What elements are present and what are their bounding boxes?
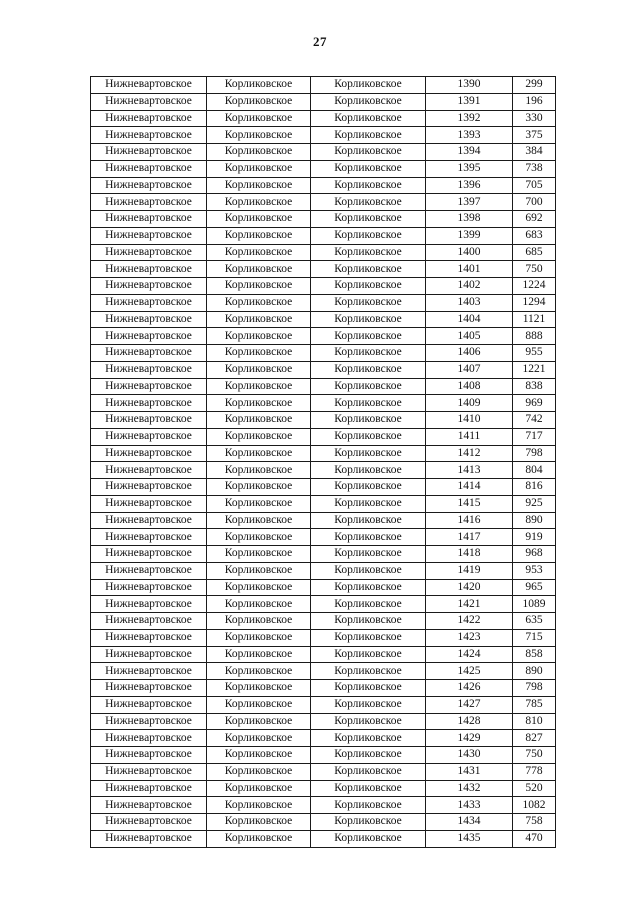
district-cell: Нижневартовское bbox=[91, 529, 207, 546]
deposit-cell: Корликовское bbox=[311, 579, 426, 596]
field-cell: Корликовское bbox=[207, 244, 311, 261]
field-cell: Корликовское bbox=[207, 395, 311, 412]
district-cell: Нижневартовское bbox=[91, 361, 207, 378]
table-row bbox=[91, 77, 556, 94]
district-cell: Нижневартовское bbox=[91, 663, 207, 680]
number-cell: 1417 bbox=[426, 529, 513, 546]
district-cell: Нижневартовское bbox=[91, 797, 207, 814]
district-cell: Нижневартовское bbox=[91, 696, 207, 713]
value-cell: 685 bbox=[513, 244, 556, 261]
deposit-cell: Корликовское bbox=[311, 780, 426, 797]
deposit-cell: Корликовское bbox=[311, 529, 426, 546]
table-row bbox=[91, 730, 556, 747]
value-cell: 925 bbox=[513, 495, 556, 512]
field-cell: Корликовское bbox=[207, 211, 311, 228]
number-cell: 1399 bbox=[426, 227, 513, 244]
district-cell: Нижневартовское bbox=[91, 428, 207, 445]
registry-table-body bbox=[91, 77, 556, 848]
field-cell: Корликовское bbox=[207, 93, 311, 110]
value-cell: 375 bbox=[513, 127, 556, 144]
district-cell: Нижневартовское bbox=[91, 194, 207, 211]
table-row bbox=[91, 596, 556, 613]
deposit-cell: Корликовское bbox=[311, 696, 426, 713]
field-cell: Корликовское bbox=[207, 479, 311, 496]
district-cell: Нижневартовское bbox=[91, 747, 207, 764]
deposit-cell: Корликовское bbox=[311, 261, 426, 278]
table-row bbox=[91, 244, 556, 261]
field-cell: Корликовское bbox=[207, 830, 311, 847]
field-cell: Корликовское bbox=[207, 445, 311, 462]
district-cell: Нижневартовское bbox=[91, 780, 207, 797]
value-cell: 968 bbox=[513, 546, 556, 563]
page-number: 27 bbox=[313, 34, 327, 49]
field-cell: Корликовское bbox=[207, 294, 311, 311]
number-cell: 1409 bbox=[426, 395, 513, 412]
number-cell: 1400 bbox=[426, 244, 513, 261]
table-row bbox=[91, 495, 556, 512]
value-cell: 750 bbox=[513, 261, 556, 278]
deposit-cell: Корликовское bbox=[311, 462, 426, 479]
field-cell: Корликовское bbox=[207, 646, 311, 663]
number-cell: 1424 bbox=[426, 646, 513, 663]
district-cell: Нижневартовское bbox=[91, 830, 207, 847]
table-row bbox=[91, 110, 556, 127]
number-cell: 1391 bbox=[426, 93, 513, 110]
value-cell: 683 bbox=[513, 227, 556, 244]
number-cell: 1397 bbox=[426, 194, 513, 211]
field-cell: Корликовское bbox=[207, 462, 311, 479]
table-row bbox=[91, 462, 556, 479]
value-cell: 798 bbox=[513, 445, 556, 462]
field-cell: Корликовское bbox=[207, 680, 311, 697]
value-cell: 804 bbox=[513, 462, 556, 479]
value-cell: 635 bbox=[513, 613, 556, 630]
table-row bbox=[91, 629, 556, 646]
district-cell: Нижневартовское bbox=[91, 629, 207, 646]
value-cell: 520 bbox=[513, 780, 556, 797]
field-cell: Корликовское bbox=[207, 278, 311, 295]
district-cell: Нижневартовское bbox=[91, 345, 207, 362]
field-cell: Корликовское bbox=[207, 529, 311, 546]
value-cell: 700 bbox=[513, 194, 556, 211]
deposit-cell: Корликовское bbox=[311, 445, 426, 462]
number-cell: 1420 bbox=[426, 579, 513, 596]
table-row bbox=[91, 613, 556, 630]
deposit-cell: Корликовское bbox=[311, 144, 426, 161]
table-row bbox=[91, 747, 556, 764]
field-cell: Корликовское bbox=[207, 747, 311, 764]
field-cell: Корликовское bbox=[207, 579, 311, 596]
number-cell: 1402 bbox=[426, 278, 513, 295]
deposit-cell: Корликовское bbox=[311, 512, 426, 529]
deposit-cell: Корликовское bbox=[311, 562, 426, 579]
number-cell: 1406 bbox=[426, 345, 513, 362]
number-cell: 1394 bbox=[426, 144, 513, 161]
district-cell: Нижневартовское bbox=[91, 646, 207, 663]
number-cell: 1429 bbox=[426, 730, 513, 747]
number-cell: 1419 bbox=[426, 562, 513, 579]
value-cell: 888 bbox=[513, 328, 556, 345]
number-cell: 1405 bbox=[426, 328, 513, 345]
deposit-cell: Корликовское bbox=[311, 546, 426, 563]
number-cell: 1395 bbox=[426, 160, 513, 177]
district-cell: Нижневартовское bbox=[91, 713, 207, 730]
table-row bbox=[91, 663, 556, 680]
district-cell: Нижневартовское bbox=[91, 730, 207, 747]
number-cell: 1390 bbox=[426, 77, 513, 94]
table-row bbox=[91, 93, 556, 110]
value-cell: 750 bbox=[513, 747, 556, 764]
value-cell: 827 bbox=[513, 730, 556, 747]
district-cell: Нижневартовское bbox=[91, 378, 207, 395]
field-cell: Корликовское bbox=[207, 144, 311, 161]
field-cell: Корликовское bbox=[207, 345, 311, 362]
deposit-cell: Корликовское bbox=[311, 713, 426, 730]
number-cell: 1428 bbox=[426, 713, 513, 730]
number-cell: 1404 bbox=[426, 311, 513, 328]
table-row bbox=[91, 763, 556, 780]
table-row bbox=[91, 713, 556, 730]
field-cell: Корликовское bbox=[207, 412, 311, 429]
number-cell: 1411 bbox=[426, 428, 513, 445]
field-cell: Корликовское bbox=[207, 797, 311, 814]
deposit-cell: Корликовское bbox=[311, 361, 426, 378]
deposit-cell: Корликовское bbox=[311, 378, 426, 395]
table-row bbox=[91, 345, 556, 362]
table-row bbox=[91, 261, 556, 278]
value-cell: 969 bbox=[513, 395, 556, 412]
district-cell: Нижневартовское bbox=[91, 814, 207, 831]
deposit-cell: Корликовское bbox=[311, 395, 426, 412]
table-row bbox=[91, 546, 556, 563]
number-cell: 1425 bbox=[426, 663, 513, 680]
number-cell: 1412 bbox=[426, 445, 513, 462]
district-cell: Нижневартовское bbox=[91, 479, 207, 496]
value-cell: 1082 bbox=[513, 797, 556, 814]
number-cell: 1433 bbox=[426, 797, 513, 814]
number-cell: 1423 bbox=[426, 629, 513, 646]
table-row bbox=[91, 127, 556, 144]
table-row bbox=[91, 311, 556, 328]
number-cell: 1430 bbox=[426, 747, 513, 764]
field-cell: Корликовское bbox=[207, 428, 311, 445]
deposit-cell: Корликовское bbox=[311, 596, 426, 613]
deposit-cell: Корликовское bbox=[311, 127, 426, 144]
field-cell: Корликовское bbox=[207, 613, 311, 630]
value-cell: 1294 bbox=[513, 294, 556, 311]
value-cell: 1224 bbox=[513, 278, 556, 295]
deposit-cell: Корликовское bbox=[311, 730, 426, 747]
district-cell: Нижневартовское bbox=[91, 77, 207, 94]
deposit-cell: Корликовское bbox=[311, 646, 426, 663]
number-cell: 1415 bbox=[426, 495, 513, 512]
deposit-cell: Корликовское bbox=[311, 160, 426, 177]
field-cell: Корликовское bbox=[207, 546, 311, 563]
value-cell: 1221 bbox=[513, 361, 556, 378]
table-row bbox=[91, 328, 556, 345]
value-cell: 705 bbox=[513, 177, 556, 194]
value-cell: 196 bbox=[513, 93, 556, 110]
number-cell: 1427 bbox=[426, 696, 513, 713]
value-cell: 384 bbox=[513, 144, 556, 161]
number-cell: 1426 bbox=[426, 680, 513, 697]
number-cell: 1431 bbox=[426, 763, 513, 780]
deposit-cell: Корликовское bbox=[311, 77, 426, 94]
number-cell: 1416 bbox=[426, 512, 513, 529]
number-cell: 1421 bbox=[426, 596, 513, 613]
table-row bbox=[91, 160, 556, 177]
deposit-cell: Корликовское bbox=[311, 244, 426, 261]
deposit-cell: Корликовское bbox=[311, 194, 426, 211]
field-cell: Корликовское bbox=[207, 311, 311, 328]
field-cell: Корликовское bbox=[207, 663, 311, 680]
district-cell: Нижневартовское bbox=[91, 395, 207, 412]
district-cell: Нижневартовское bbox=[91, 160, 207, 177]
field-cell: Корликовское bbox=[207, 160, 311, 177]
table-row bbox=[91, 780, 556, 797]
value-cell: 692 bbox=[513, 211, 556, 228]
district-cell: Нижневартовское bbox=[91, 177, 207, 194]
deposit-cell: Корликовское bbox=[311, 110, 426, 127]
field-cell: Корликовское bbox=[207, 77, 311, 94]
district-cell: Нижневартовское bbox=[91, 512, 207, 529]
value-cell: 717 bbox=[513, 428, 556, 445]
table-row bbox=[91, 194, 556, 211]
table-row bbox=[91, 294, 556, 311]
deposit-cell: Корликовское bbox=[311, 495, 426, 512]
deposit-cell: Корликовское bbox=[311, 747, 426, 764]
value-cell: 738 bbox=[513, 160, 556, 177]
value-cell: 330 bbox=[513, 110, 556, 127]
value-cell: 299 bbox=[513, 77, 556, 94]
value-cell: 953 bbox=[513, 562, 556, 579]
value-cell: 778 bbox=[513, 763, 556, 780]
deposit-cell: Корликовское bbox=[311, 412, 426, 429]
value-cell: 965 bbox=[513, 579, 556, 596]
district-cell: Нижневартовское bbox=[91, 546, 207, 563]
field-cell: Корликовское bbox=[207, 177, 311, 194]
field-cell: Корликовское bbox=[207, 194, 311, 211]
number-cell: 1418 bbox=[426, 546, 513, 563]
field-cell: Корликовское bbox=[207, 696, 311, 713]
district-cell: Нижневартовское bbox=[91, 562, 207, 579]
district-cell: Нижневартовское bbox=[91, 495, 207, 512]
district-cell: Нижневартовское bbox=[91, 311, 207, 328]
district-cell: Нижневартовское bbox=[91, 110, 207, 127]
number-cell: 1434 bbox=[426, 814, 513, 831]
number-cell: 1413 bbox=[426, 462, 513, 479]
table-row bbox=[91, 696, 556, 713]
field-cell: Корликовское bbox=[207, 763, 311, 780]
number-cell: 1392 bbox=[426, 110, 513, 127]
district-cell: Нижневартовское bbox=[91, 596, 207, 613]
table-row bbox=[91, 512, 556, 529]
table-row bbox=[91, 211, 556, 228]
table-row bbox=[91, 814, 556, 831]
value-cell: 816 bbox=[513, 479, 556, 496]
district-cell: Нижневартовское bbox=[91, 244, 207, 261]
field-cell: Корликовское bbox=[207, 814, 311, 831]
deposit-cell: Корликовское bbox=[311, 479, 426, 496]
field-cell: Корликовское bbox=[207, 562, 311, 579]
value-cell: 1089 bbox=[513, 596, 556, 613]
value-cell: 858 bbox=[513, 646, 556, 663]
deposit-cell: Корликовское bbox=[311, 328, 426, 345]
number-cell: 1435 bbox=[426, 830, 513, 847]
field-cell: Корликовское bbox=[207, 629, 311, 646]
table-row bbox=[91, 680, 556, 697]
table-row bbox=[91, 579, 556, 596]
deposit-cell: Корликовское bbox=[311, 428, 426, 445]
field-cell: Корликовское bbox=[207, 227, 311, 244]
deposit-cell: Корликовское bbox=[311, 294, 426, 311]
field-cell: Корликовское bbox=[207, 328, 311, 345]
table-row bbox=[91, 144, 556, 161]
field-cell: Корликовское bbox=[207, 780, 311, 797]
field-cell: Корликовское bbox=[207, 512, 311, 529]
deposit-cell: Корликовское bbox=[311, 830, 426, 847]
deposit-cell: Корликовское bbox=[311, 613, 426, 630]
number-cell: 1407 bbox=[426, 361, 513, 378]
district-cell: Нижневартовское bbox=[91, 93, 207, 110]
value-cell: 798 bbox=[513, 680, 556, 697]
table-row bbox=[91, 177, 556, 194]
registry-table bbox=[90, 76, 556, 848]
value-cell: 919 bbox=[513, 529, 556, 546]
deposit-cell: Корликовское bbox=[311, 797, 426, 814]
table-row bbox=[91, 361, 556, 378]
district-cell: Нижневартовское bbox=[91, 294, 207, 311]
district-cell: Нижневартовское bbox=[91, 445, 207, 462]
district-cell: Нижневартовское bbox=[91, 261, 207, 278]
field-cell: Корликовское bbox=[207, 127, 311, 144]
deposit-cell: Корликовское bbox=[311, 663, 426, 680]
field-cell: Корликовское bbox=[207, 261, 311, 278]
deposit-cell: Корликовское bbox=[311, 680, 426, 697]
value-cell: 470 bbox=[513, 830, 556, 847]
value-cell: 955 bbox=[513, 345, 556, 362]
table-row bbox=[91, 412, 556, 429]
number-cell: 1422 bbox=[426, 613, 513, 630]
district-cell: Нижневартовское bbox=[91, 412, 207, 429]
deposit-cell: Корликовское bbox=[311, 814, 426, 831]
field-cell: Корликовское bbox=[207, 495, 311, 512]
district-cell: Нижневартовское bbox=[91, 227, 207, 244]
field-cell: Корликовское bbox=[207, 110, 311, 127]
district-cell: Нижневартовское bbox=[91, 127, 207, 144]
table-row bbox=[91, 227, 556, 244]
value-cell: 810 bbox=[513, 713, 556, 730]
table-row bbox=[91, 445, 556, 462]
table-row bbox=[91, 529, 556, 546]
deposit-cell: Корликовское bbox=[311, 227, 426, 244]
number-cell: 1401 bbox=[426, 261, 513, 278]
deposit-cell: Корликовское bbox=[311, 211, 426, 228]
deposit-cell: Корликовское bbox=[311, 93, 426, 110]
value-cell: 758 bbox=[513, 814, 556, 831]
deposit-cell: Корликовское bbox=[311, 177, 426, 194]
field-cell: Корликовское bbox=[207, 713, 311, 730]
table-row bbox=[91, 830, 556, 847]
table-row bbox=[91, 562, 556, 579]
deposit-cell: Корликовское bbox=[311, 345, 426, 362]
table-row bbox=[91, 395, 556, 412]
deposit-cell: Корликовское bbox=[311, 311, 426, 328]
number-cell: 1410 bbox=[426, 412, 513, 429]
district-cell: Нижневартовское bbox=[91, 579, 207, 596]
number-cell: 1414 bbox=[426, 479, 513, 496]
number-cell: 1432 bbox=[426, 780, 513, 797]
number-cell: 1393 bbox=[426, 127, 513, 144]
table-row bbox=[91, 378, 556, 395]
district-cell: Нижневартовское bbox=[91, 144, 207, 161]
deposit-cell: Корликовское bbox=[311, 629, 426, 646]
value-cell: 785 bbox=[513, 696, 556, 713]
field-cell: Корликовское bbox=[207, 378, 311, 395]
number-cell: 1396 bbox=[426, 177, 513, 194]
table-row bbox=[91, 479, 556, 496]
district-cell: Нижневартовское bbox=[91, 462, 207, 479]
number-cell: 1408 bbox=[426, 378, 513, 395]
table-row bbox=[91, 428, 556, 445]
field-cell: Корликовское bbox=[207, 361, 311, 378]
field-cell: Корликовское bbox=[207, 596, 311, 613]
district-cell: Нижневартовское bbox=[91, 328, 207, 345]
value-cell: 742 bbox=[513, 412, 556, 429]
value-cell: 890 bbox=[513, 512, 556, 529]
number-cell: 1403 bbox=[426, 294, 513, 311]
value-cell: 838 bbox=[513, 378, 556, 395]
value-cell: 715 bbox=[513, 629, 556, 646]
table-row bbox=[91, 797, 556, 814]
value-cell: 890 bbox=[513, 663, 556, 680]
deposit-cell: Корликовское bbox=[311, 278, 426, 295]
table-row bbox=[91, 278, 556, 295]
deposit-cell: Корликовское bbox=[311, 763, 426, 780]
district-cell: Нижневартовское bbox=[91, 613, 207, 630]
value-cell: 1121 bbox=[513, 311, 556, 328]
table-row bbox=[91, 646, 556, 663]
district-cell: Нижневартовское bbox=[91, 763, 207, 780]
field-cell: Корликовское bbox=[207, 730, 311, 747]
district-cell: Нижневартовское bbox=[91, 278, 207, 295]
number-cell: 1398 bbox=[426, 211, 513, 228]
district-cell: Нижневартовское bbox=[91, 211, 207, 228]
district-cell: Нижневартовское bbox=[91, 680, 207, 697]
